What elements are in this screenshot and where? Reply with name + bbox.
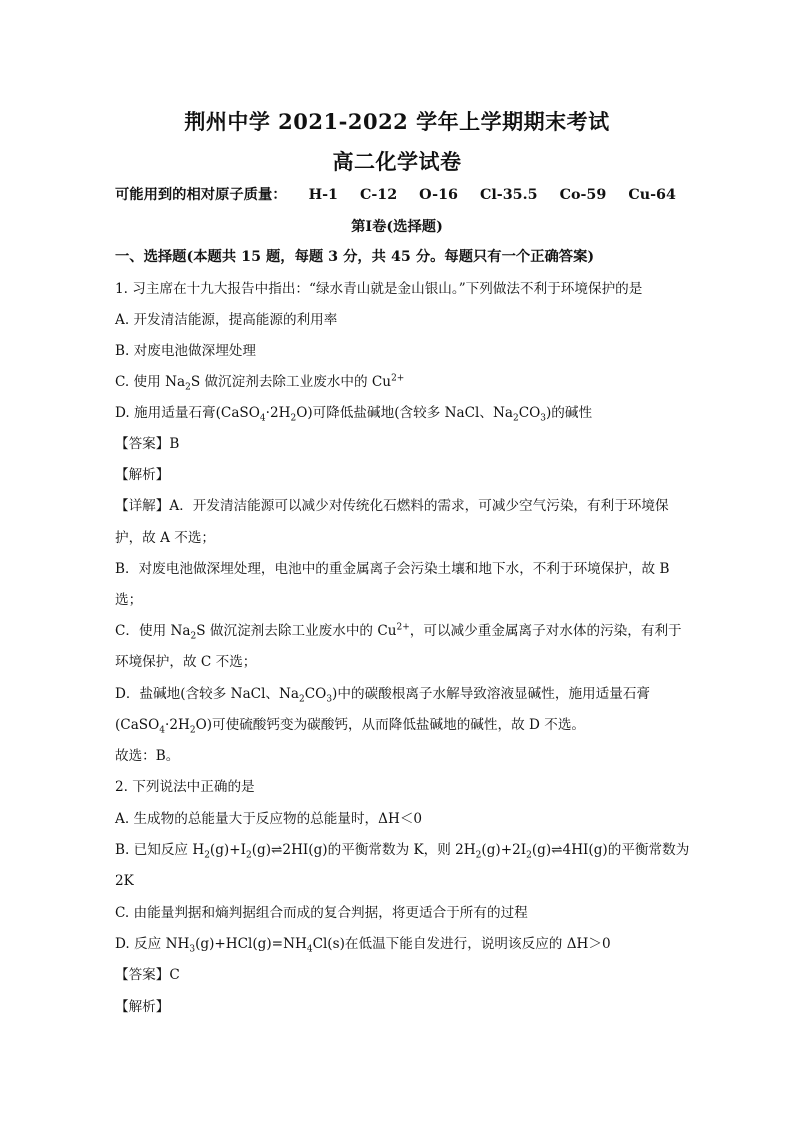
q1-analysis-label: 【解析】 [115, 467, 170, 483]
exam-subtitle: 高二化学试卷 [332, 149, 462, 174]
q2-option-a: A. 生成物的总能量大于反应物的总能量时，ΔH＜0 [115, 811, 423, 827]
q1-detail-line: 选； [115, 592, 143, 608]
q2-stem: 2. 下列说法中正确的是 [115, 779, 255, 795]
q1-detail-line: 护，故 A 不选； [115, 530, 216, 546]
q1-detail-line: 【详解】A．开发清洁能源可以减少对传统化石燃料的需求，可减少空气污染，有利于环境保 [115, 498, 669, 514]
q2-option-b-continued: 2K [115, 873, 134, 889]
atomic-mass-item: H-1 [308, 187, 338, 203]
q1-option-c: C. 使用 $Na_2S$ 做沉淀剂去除工业废水中的 $Cu^{2+}$ [115, 373, 405, 393]
atomic-mass-item: Cu-64 [628, 187, 676, 203]
q2-analysis-label: 【解析】 [115, 999, 170, 1015]
atomic-mass-label: 可能用到的相对原子质量： [115, 187, 287, 203]
q1-stem: 1. 习主席在十九大报告中指出：“绿水青山就是金山银山。”下列做法不利于环境保护的是 [115, 281, 643, 297]
atomic-mass-line [115, 185, 676, 205]
atomic-mass-item: O-16 [419, 187, 458, 203]
q1-conclusion: 故选：B。 [115, 748, 180, 764]
atomic-mass-item: C-12 [359, 187, 398, 203]
exam-title: 荆州中学 2021-2022 学年上学期期末考试 [184, 109, 610, 134]
q1-option-b: B. 对废电池做深埋处理 [115, 343, 256, 359]
section-heading: 一、选择题(本题共 15 题，每题 3 分，共 45 分。每题只有一个正确答案) [115, 249, 595, 265]
q1-detail-line: 环境保护，故 C 不选； [115, 654, 257, 670]
atomic-mass-item: Cl-35.5 [479, 187, 538, 203]
q2-answer: 【答案】C [115, 967, 180, 983]
atomic-mass-item: Co-59 [559, 187, 607, 203]
volume-heading: 第Ⅰ卷(选择题) [351, 219, 443, 235]
q2-option-d: D. 反应 $NH_3(g)+HCl(g)=NH_4Cl(s)$在低温下能自发进行，说明该反应的 ΔH＞0 [115, 936, 611, 955]
q1-option-d: D. 施用适量石膏$(CaSO_4\cdot 2H_2O)$可降低盐碱地(含较多 NaCl、$Na_2CO_3$)的碱性 [115, 405, 593, 424]
q1-detail-line: C．使用 $Na_2S$ 做沉淀剂去除工业废水中的 $Cu^{2+}$，可以减少重金属离子对水体的污染，有利于 [115, 622, 682, 642]
q1-detail-line: D．盐碱地(含较多 NaCl、$Na_2CO_3$)中的碳酸根离子水解导致溶液显碱性，施用适量石膏 [115, 686, 651, 705]
q1-answer: 【答案】B [115, 436, 180, 452]
q2-option-c: C. 由能量判据和熵判据组合而成的复合判据，将更适合于所有的过程 [115, 905, 528, 921]
q2-option-b: B. 已知反应 $H_2(g)+I_2(g)\rightleftharpoons 2HI(g)$的平衡常数为 K，则 $2H_2(g)+2I_2(g)\rightleftharpoons 4HI(g)$的平衡常数为 [115, 842, 690, 861]
q1-option-a: A. 开发清洁能源，提高能源的利用率 [115, 312, 338, 328]
q1-detail-line: $(CaSO_4\cdot 2H_2O)$可使硫酸钙变为碳酸钙，从而降低盐碱地的碱性，故 D 不选。 [115, 717, 586, 736]
q1-detail-line: B．对废电池做深埋处理，电池中的重金属离子会污染土壤和地下水，不利于环境保护，故 B [115, 561, 670, 577]
